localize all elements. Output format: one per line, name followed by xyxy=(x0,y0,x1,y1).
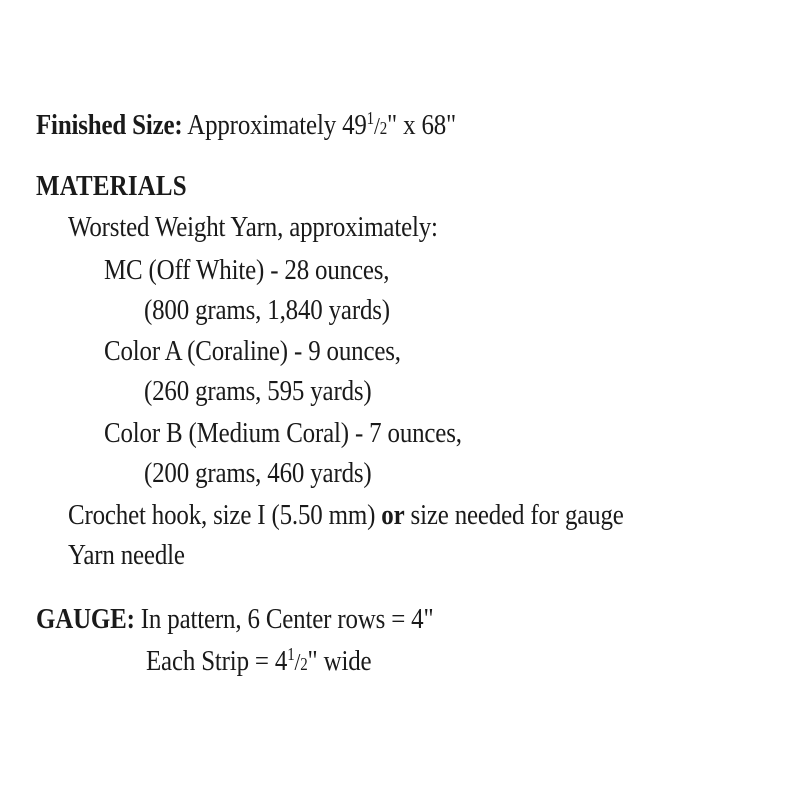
gauge-fraction-denominator: 2 xyxy=(300,654,308,674)
crochet-hook-line xyxy=(68,495,624,535)
yarn-color-a-detail: (260 grams, 595 yards) xyxy=(144,375,372,407)
gauge-strip-suffix: " wide xyxy=(307,645,372,677)
finished-size-label: Finished Size: xyxy=(36,109,183,141)
gauge-strip-prefix: Each Strip = 4 xyxy=(146,645,288,677)
yarn-color-b-detail: (200 grams, 460 yards) xyxy=(144,457,372,489)
gauge-rows: In pattern, 6 Center rows = 4" xyxy=(134,603,434,635)
finished-size-fraction-denominator: 2 xyxy=(379,118,388,138)
gauge-fraction-numerator: 1 xyxy=(287,644,295,665)
crochet-hook-suffix: size needed for gauge xyxy=(404,499,624,531)
finished-size-line xyxy=(36,105,456,148)
crochet-hook-text: Crochet hook, size I (5.50 mm) xyxy=(68,499,382,531)
gauge-line-1 xyxy=(36,599,433,639)
finished-size-value: Approximately 49 xyxy=(182,109,367,141)
materials-heading: MATERIALS xyxy=(36,170,187,202)
yarn-needle: Yarn needle xyxy=(68,539,185,571)
gauge-line-2 xyxy=(146,641,371,684)
yarn-mc-name: MC (Off White) - 28 ounces, xyxy=(104,254,390,286)
yarn-mc-detail: (800 grams, 1,840 yards) xyxy=(144,294,390,326)
finished-size-fraction-slash: / xyxy=(373,113,380,140)
yarn-color-b-name: Color B (Medium Coral) - 7 ounces, xyxy=(104,417,462,449)
gauge-fraction-slash: / xyxy=(294,649,301,676)
crochet-hook-or: or xyxy=(381,499,405,531)
gauge-label: GAUGE: xyxy=(36,603,135,635)
finished-size-value-suffix: " x 68" xyxy=(387,109,457,141)
yarn-intro: Worsted Weight Yarn, approximately: xyxy=(68,211,438,243)
yarn-color-a-name: Color A (Coraline) - 9 ounces, xyxy=(104,335,401,367)
finished-size-fraction-numerator: 1 xyxy=(366,108,374,129)
